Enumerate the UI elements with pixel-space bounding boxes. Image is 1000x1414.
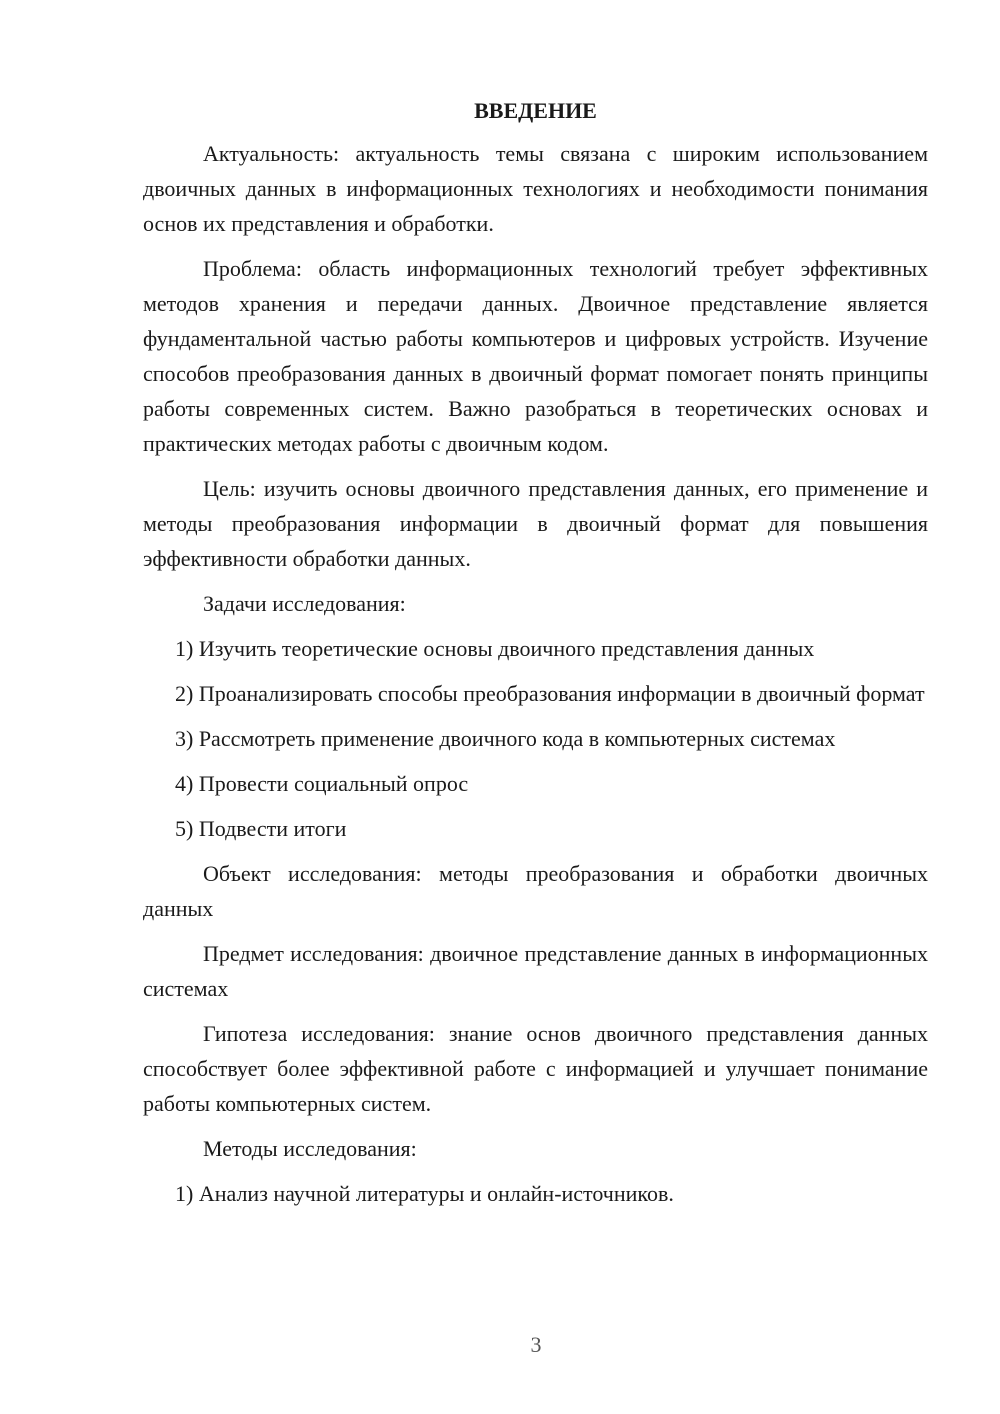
paragraph-subject: Предмет исследования: двоичное представление данных в информационных системах xyxy=(143,941,928,1001)
task-item-3: 3) Рассмотреть применение двоичного кода в компьютерных системах xyxy=(175,726,836,751)
page-content xyxy=(143,96,928,1221)
task-item-4: 4) Провести социальный опрос xyxy=(175,771,469,796)
methods-heading: Методы исследования: xyxy=(203,1136,417,1161)
task-item-1: 1) Изучить теоретические основы двоичного представления данных xyxy=(175,636,815,661)
task-item-2: 2) Проанализировать способы преобразования информации в двоичный формат xyxy=(175,681,925,706)
tasks-heading: Задачи исследования: xyxy=(203,591,406,616)
paragraph-relevance: Актуальность: актуальность темы связана с широким использованием двоичных данных в информационных технологиях и необходимости понимания основ их представления и обработки. xyxy=(143,141,928,236)
paragraph-problem: Проблема: область информационных технологий требует эффективных методов хранения и передачи данных. Двоичное представление является фундаментальной частью работы компьютеров и цифровых устройств. Изучение способов преобразования данных в двоичный формат помогает понять принципы работы современных систем. Важно разобраться в теоретических основах и практических методах работы с двоичным кодом. xyxy=(143,256,928,456)
page-number: 3 xyxy=(530,1332,542,1357)
page-title: ВВЕДЕНИЕ xyxy=(474,98,597,123)
task-item-5: 5) Подвести итоги xyxy=(175,816,347,841)
paragraph-goal: Цель: изучить основы двоичного представления данных, его применение и методы преобразования информации в двоичный формат для повышения эффективности обработки данных. xyxy=(143,476,928,571)
paragraph-object: Объект исследования: методы преобразования и обработки двоичных данных xyxy=(143,861,928,921)
method-item-1: 1) Анализ научной литературы и онлайн-источников. xyxy=(175,1181,674,1206)
paragraph-hypothesis: Гипотеза исследования: знание основ двоичного представления данных способствует более эффективной работе с информацией и улучшает понимание работы компьютерных систем. xyxy=(143,1021,928,1116)
